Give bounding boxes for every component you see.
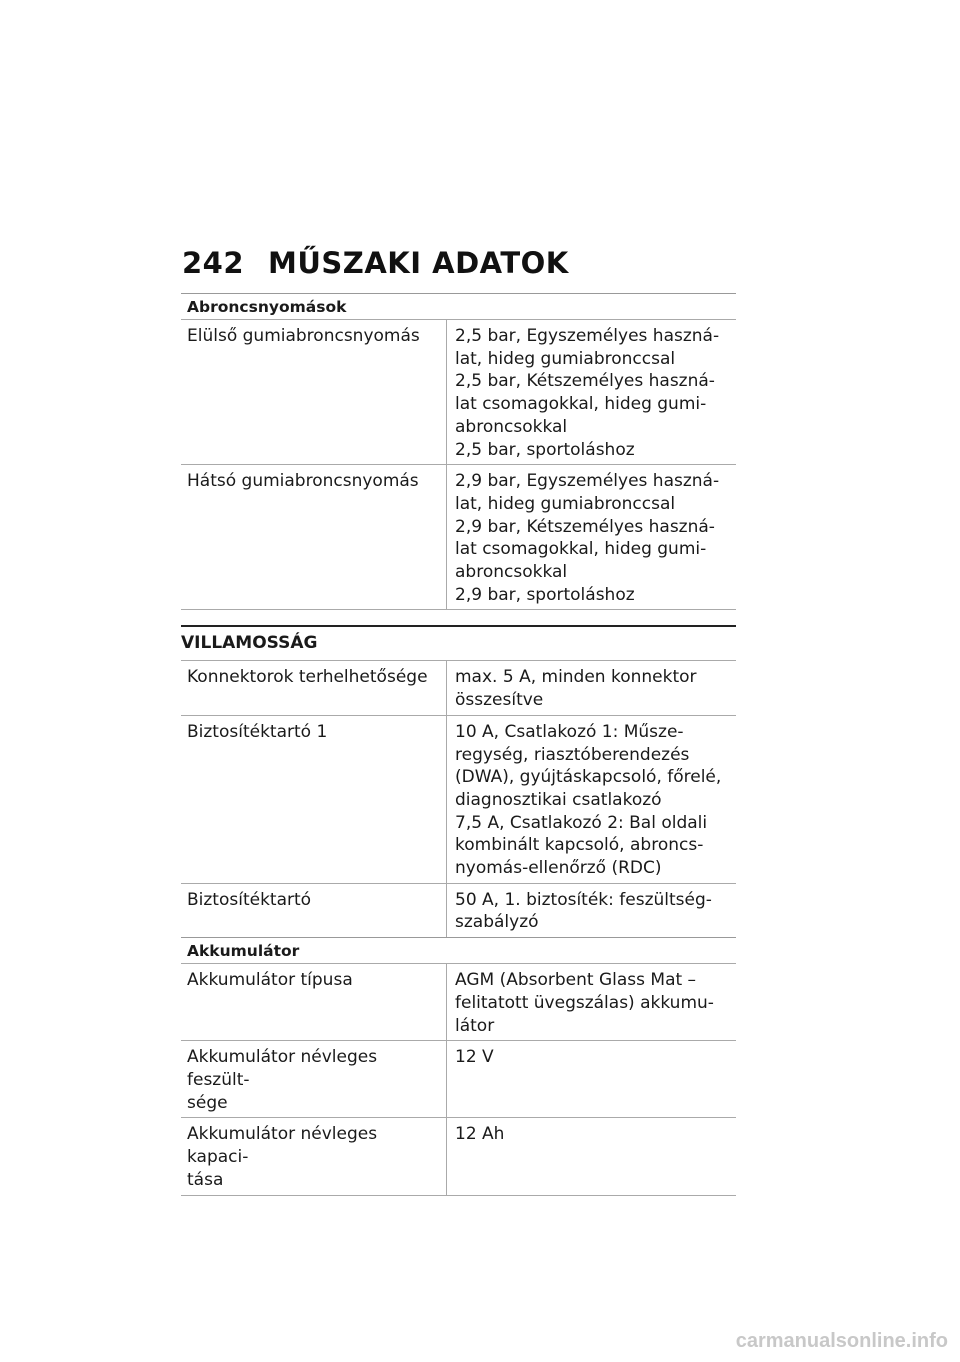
row-label: Elülső gumiabroncsnyomás: [187, 326, 420, 346]
value-line: lat, hideg gumiabronccsal: [455, 493, 676, 514]
label-line: sége: [187, 1092, 228, 1113]
section-heading-battery: Akkumulátor: [181, 937, 736, 963]
value-line: kombinált kapcsoló, abroncs-: [455, 835, 704, 856]
row-value: [446, 884, 736, 937]
value-line: abroncsokkal: [455, 562, 568, 583]
row-label: [181, 1041, 446, 1117]
value-line: regység, riasztóberendezés: [455, 744, 690, 765]
page-title: MŰSZAKI ADATOK: [268, 246, 569, 280]
value-line: lat csomagokkal, hideg gumi-: [455, 539, 707, 560]
value-line: (DWA), gyújtáskapcsoló, főrelé,: [455, 767, 722, 788]
watermark[interactable]: carmanualsonline.info: [735, 1330, 948, 1352]
value-line: összesítve: [455, 690, 544, 711]
table-row: [181, 963, 736, 1040]
value-line: felitatott üvegszálas) akkumu-: [455, 992, 714, 1013]
value-line: AGM (Absorbent Glass Mat –: [455, 970, 697, 991]
table-row: [181, 464, 736, 609]
value-line: 12 Ah: [455, 1124, 505, 1145]
table-row: [181, 660, 736, 714]
section-heading-electrical: VILLAMOSSÁG: [181, 625, 736, 660]
label-line: tása: [187, 1169, 224, 1190]
table-row: [181, 319, 736, 464]
value-line: 2,5 bar, Kétszemélyes haszná-: [455, 371, 715, 392]
row-value: [446, 320, 736, 464]
value-line: 50 A, 1. biztosíték: feszültség-: [455, 889, 712, 910]
value-line: max. 5 A, minden konnektor: [455, 667, 697, 688]
value-line: szabályzó: [455, 912, 539, 933]
page-number: 242: [182, 246, 245, 280]
section-heading-tires: Abroncsnyomások: [181, 293, 736, 319]
row-label: Konnektorok terhelhetősége: [187, 667, 428, 688]
value-line: 2,9 bar, Egyszemélyes haszná-: [455, 471, 720, 492]
divider: [181, 609, 736, 610]
divider: [181, 1195, 736, 1196]
value-line: 12 V: [455, 1047, 494, 1068]
row-value: [446, 1118, 736, 1194]
table-row: [181, 715, 736, 883]
row-label: [181, 964, 446, 1040]
value-line: látor: [455, 1015, 495, 1036]
value-line: nyomás-ellenőrző (RDC): [455, 858, 662, 879]
label-line: Akkumulátor névleges feszült-: [187, 1047, 378, 1090]
value-line: 2,9 bar, sportoláshoz: [455, 584, 635, 605]
label-line: Akkumulátor névleges kapaci-: [187, 1124, 378, 1168]
value-line: diagnosztikai csatlakozó: [455, 789, 662, 810]
value-line: 7,5 A, Csatlakozó 2: Bal oldali: [455, 812, 708, 833]
table-row: [181, 1117, 736, 1194]
row-label: [181, 1118, 446, 1194]
value-line: 2,5 bar, Egyszemélyes haszná-: [455, 326, 720, 346]
page-header: [182, 246, 569, 280]
value-line: 2,9 bar, Kétszemélyes haszná-: [455, 516, 715, 537]
label-line: Akkumulátor típusa: [187, 970, 353, 991]
row-value: [446, 661, 736, 714]
value-line: lat csomagokkal, hideg gumi-: [455, 394, 707, 415]
row-value: [446, 465, 736, 609]
row-value: [446, 716, 736, 883]
row-label: Biztosítéktartó: [187, 889, 312, 910]
row-label: Biztosítéktartó 1: [187, 721, 328, 742]
row-value: [446, 964, 736, 1040]
row-value: [446, 1041, 736, 1117]
spec-table: [181, 293, 736, 1196]
table-row: [181, 883, 736, 937]
table-row: [181, 1040, 736, 1117]
value-line: lat, hideg gumiabronccsal: [455, 348, 676, 369]
value-line: abroncsokkal: [455, 416, 568, 437]
row-label: Hátsó gumiabroncsnyomás: [187, 471, 419, 492]
value-line: 2,5 bar, sportoláshoz: [455, 439, 635, 460]
value-line: 10 A, Csatlakozó 1: Műsze-: [455, 721, 684, 742]
